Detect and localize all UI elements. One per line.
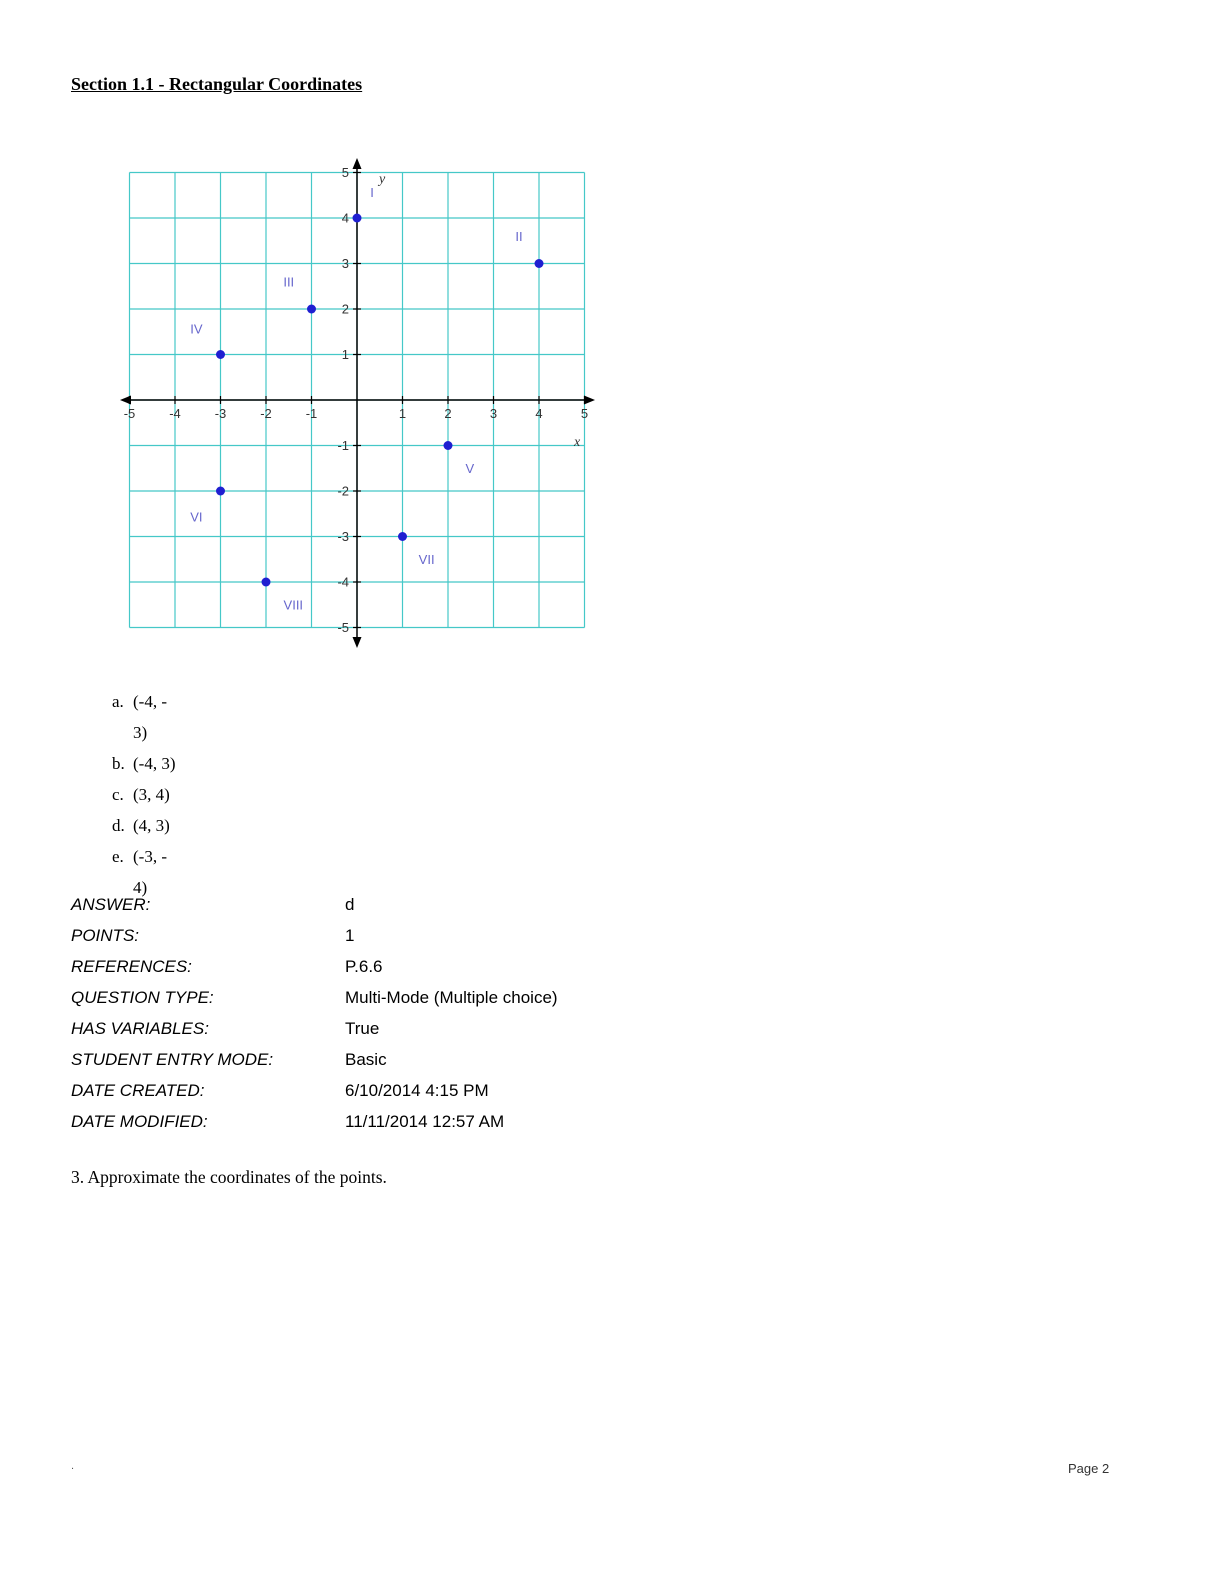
metadata-value: True	[345, 1019, 380, 1038]
question-metadata	[71, 889, 558, 1137]
y-tick-label: -1	[337, 438, 349, 453]
metadata-value: Multi-Mode (Multiple choice)	[345, 988, 558, 1007]
metadata-value: 1	[345, 926, 355, 945]
answer-options-list	[112, 686, 175, 903]
metadata-label: HAS VARIABLES:	[71, 1019, 209, 1038]
option-value: (4, 3)	[133, 816, 170, 835]
x-tick-label: -1	[305, 406, 318, 421]
metadata-row	[71, 889, 558, 920]
y-axis-label: y	[379, 172, 386, 187]
metadata-value: P.6.6	[345, 957, 383, 976]
metadata-value: 6/10/2014 4:15 PM	[345, 1081, 489, 1100]
y-tick-label: 4	[341, 210, 349, 226]
answer-option	[112, 686, 175, 748]
x-axis-right-arrow-icon	[584, 396, 595, 405]
option-letter: a.	[112, 692, 124, 711]
x-axis-label: x	[574, 435, 581, 450]
option-value: (3, 4)	[133, 785, 170, 804]
metadata-row	[71, 982, 558, 1013]
point-label-I: I	[370, 184, 374, 200]
metadata-label: STUDENT ENTRY MODE:	[71, 1050, 274, 1069]
option-value: (-4, 3)	[133, 754, 176, 773]
metadata-value: 11/11/2014 12:57 AM	[345, 1112, 505, 1131]
scatter-plot-svg	[118, 155, 598, 652]
metadata-label: ANSWER:	[71, 895, 151, 914]
coordinate-grid-chart	[118, 155, 598, 652]
x-tick-label: 1	[398, 406, 407, 421]
metadata-row	[71, 920, 558, 951]
metadata-row	[71, 1044, 558, 1075]
metadata-label: POINTS:	[71, 926, 140, 945]
y-tick-label: -2	[337, 483, 349, 499]
x-tick-label: 2	[444, 406, 452, 421]
plot-point-IV	[216, 350, 225, 359]
metadata-label: REFERENCES:	[71, 957, 192, 976]
option-value-continuation: 3)	[133, 723, 148, 742]
answer-option	[112, 779, 175, 810]
section-title: Section 1.1 - Rectangular Coordinates	[71, 74, 363, 94]
metadata-row	[71, 951, 558, 982]
option-value: (-4, -	[133, 692, 167, 711]
plot-point-II	[535, 259, 544, 268]
y-tick-label: -4	[337, 574, 349, 590]
next-question-text: 3. Approximate the coordinates of the points.	[71, 1167, 387, 1187]
point-label-III: III	[283, 274, 295, 290]
y-tick-label: 5	[341, 165, 349, 180]
x-tick-label: 5	[580, 406, 589, 421]
x-tick-label: -2	[260, 406, 272, 421]
point-label-II: II	[515, 229, 523, 245]
y-tick-label: 3	[341, 256, 349, 271]
point-label-IV: IV	[190, 321, 203, 337]
x-tick-label: 4	[535, 406, 543, 421]
metadata-value: d	[345, 895, 355, 914]
metadata-row	[71, 1013, 558, 1044]
x-tick-label: -4	[169, 406, 181, 421]
option-letter: b.	[112, 754, 125, 773]
option-value: (-3, -	[133, 847, 167, 866]
x-tick-label: -5	[123, 406, 136, 421]
point-label-VI: VI	[190, 509, 203, 525]
page-number: Page 2	[1068, 1461, 1110, 1476]
option-letter: e.	[112, 847, 124, 866]
metadata-label: DATE MODIFIED:	[71, 1112, 208, 1131]
point-label-VIII: VIII	[283, 597, 304, 613]
metadata-label: QUESTION TYPE:	[71, 988, 214, 1007]
plot-point-VI	[216, 487, 225, 496]
plot-point-III	[307, 305, 316, 314]
x-tick-label: -3	[214, 406, 227, 421]
point-label-V: V	[465, 461, 475, 477]
metadata-label: DATE CREATED:	[71, 1081, 205, 1100]
plot-point-V	[444, 441, 453, 450]
plot-point-I	[353, 214, 362, 223]
metadata-value: Basic	[345, 1050, 387, 1069]
y-tick-label: 1	[341, 347, 349, 362]
point-label-VII: VII	[418, 552, 435, 568]
y-tick-label: -3	[337, 529, 349, 544]
footer-dot: .	[71, 1460, 75, 1472]
metadata-row	[71, 1075, 558, 1106]
x-tick-label: 3	[489, 406, 498, 421]
option-value-continuation: 4)	[133, 878, 148, 897]
y-axis-down-arrow-icon	[353, 637, 362, 648]
y-tick-label: -5	[337, 620, 349, 635]
answer-option	[112, 810, 175, 841]
option-letter: c.	[112, 785, 124, 804]
option-letter: d.	[112, 816, 125, 835]
answer-option	[112, 748, 175, 779]
metadata-row	[71, 1106, 558, 1137]
plot-point-VII	[398, 532, 407, 541]
y-axis-up-arrow-icon	[353, 158, 362, 169]
plot-point-VIII	[262, 578, 271, 587]
y-tick-label: 2	[341, 301, 349, 317]
